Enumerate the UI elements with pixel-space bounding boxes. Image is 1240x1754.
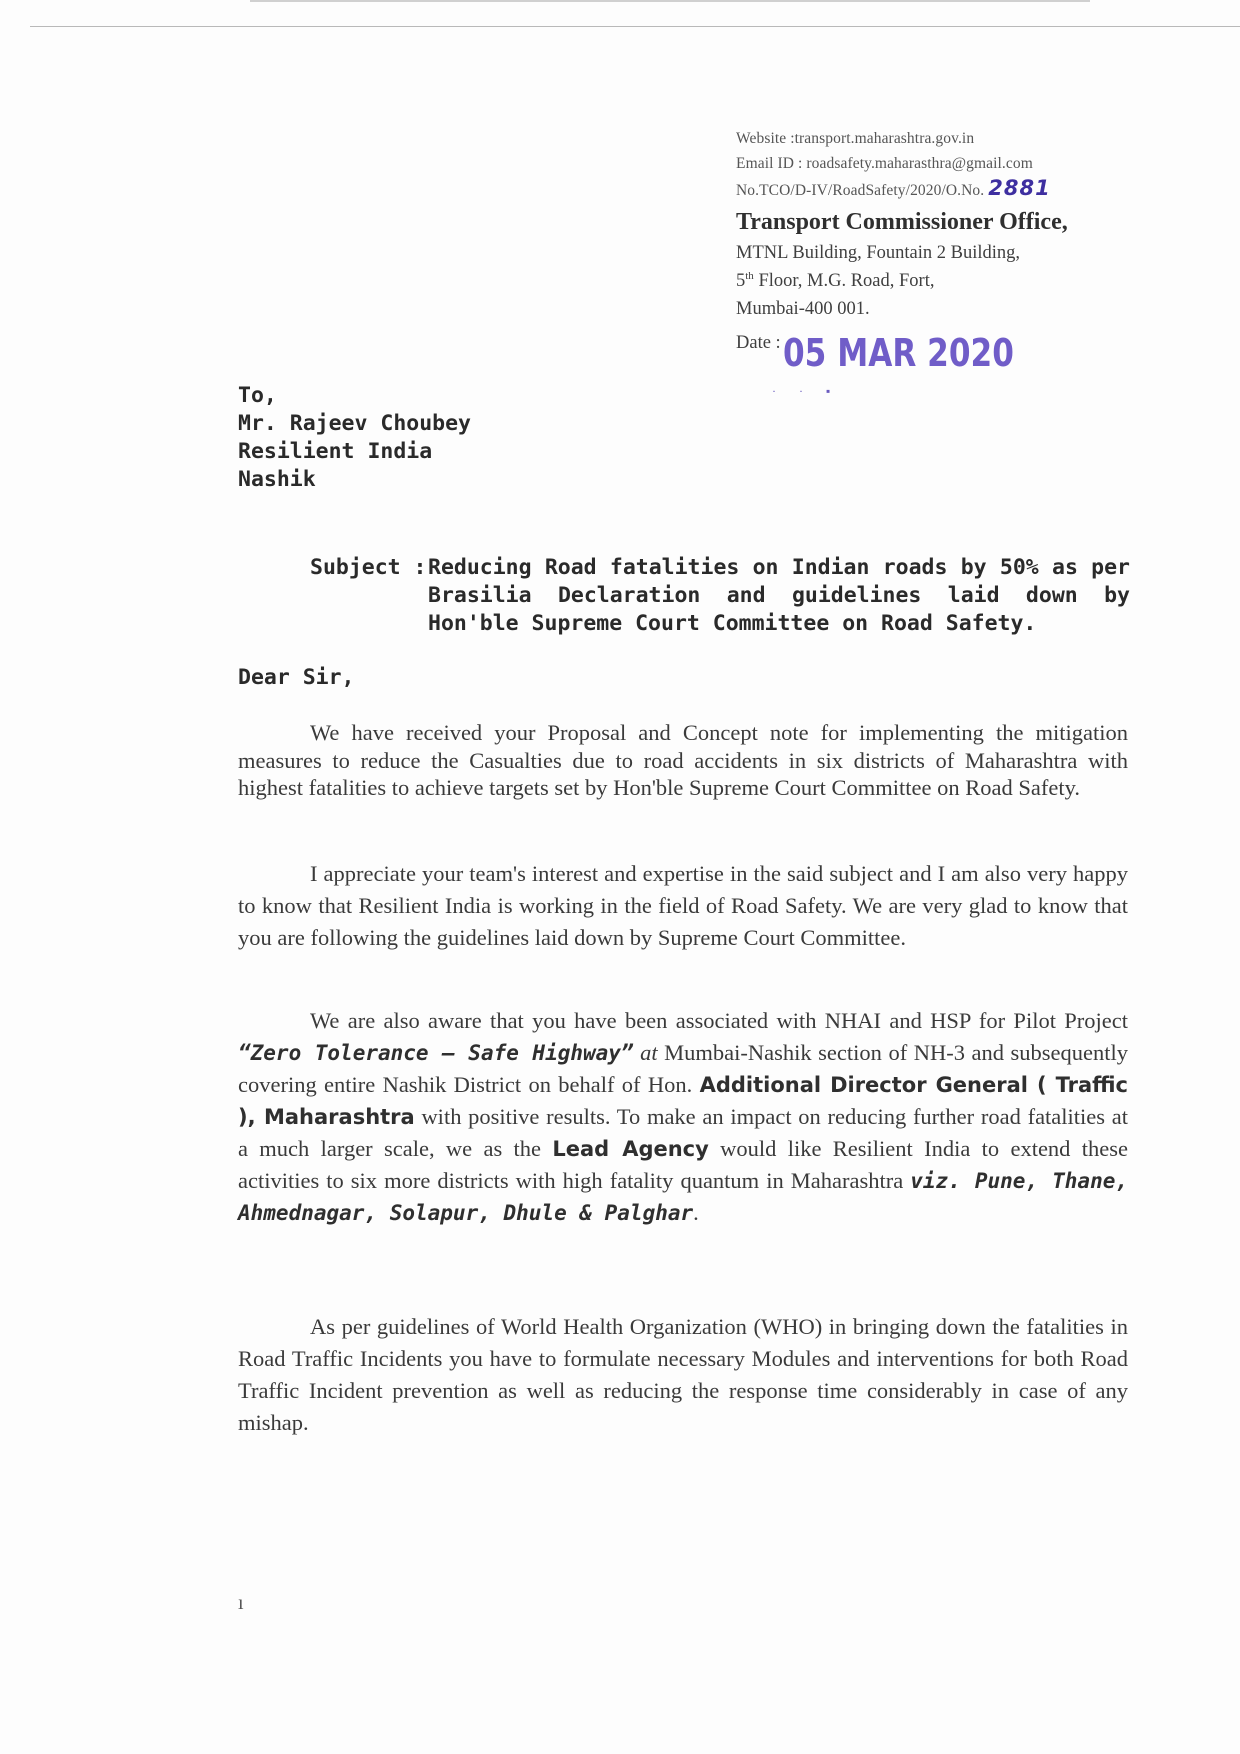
project-name: “Zero Tolerance – Safe Highway” <box>238 1041 634 1065</box>
to-label: To, <box>238 383 277 408</box>
recipient-name: Mr. Rajeev Choubey <box>238 411 471 436</box>
date-row <box>736 329 1216 377</box>
authority-name: Additional Director General ( Traffic ), Maharashtra <box>238 1073 1128 1129</box>
paragraph-3-part-3: Mumbai-Nashik section of NH-3 and subsequently covering entire Nashik District on behalf of Hon. <box>238 1040 1128 1097</box>
scan-edge-line <box>30 26 1240 27</box>
address-line-3: Mumbai-400 001. <box>736 299 870 319</box>
address-line-2-rest: Floor, M.G. Road, Fort, <box>753 271 935 291</box>
address-floor-suffix: th <box>745 269 754 282</box>
reference-prefix: No.TCO/D-IV/RoadSafety/2020/O.No. <box>736 182 985 199</box>
reference-number: 2881 <box>988 176 1051 200</box>
paragraph-3-part-2: at <box>633 1040 658 1065</box>
paragraph-3 <box>238 1005 1128 1229</box>
subject-text: Reducing Road fatalities on Indian roads by 50% as per Brasilia Declaration and guidelines laid down by Hon'ble Supreme Court Committee on Road Safety. <box>428 555 1130 636</box>
paragraph-3-end: . <box>693 1200 699 1225</box>
subject-block <box>310 554 1130 638</box>
paragraph-2: I appreciate your team's interest and expertise in the said subject and I am also very happy to know that Resilient India is working in the field of Road Safety. We are very glad to know that you are following the guidelines laid down by Supreme Court Committee. <box>238 861 1128 950</box>
recipient-organization: Resilient India <box>238 439 433 464</box>
address-floor-number: 5 <box>736 271 746 291</box>
letterhead <box>736 126 1216 377</box>
paragraph-3-part-5: would like Resilient India to extend these activities to six more districts with high fatality quantum in Maharashtra <box>238 1136 1128 1193</box>
paragraph-1: We have received your Proposal and Concept note for implementing the mitigation measures to reduce the Casualties due to road accidents in six districts of Maharashtra with highest fatalities to achieve targets set by Hon'ble Supreme Court Committee on Road Safety. <box>238 720 1128 800</box>
date-label: Date : <box>736 333 781 353</box>
scan-edge-top <box>250 0 1090 2</box>
recipient-city: Nashik <box>238 467 316 492</box>
salutation: Dear Sir, <box>238 665 355 690</box>
email-line: Email ID : roadsafety.maharasthra@gmail.com <box>736 155 1033 172</box>
recipient-block <box>238 382 471 494</box>
address-line-2 <box>736 267 1216 295</box>
page-continuation-mark: ı <box>238 1592 244 1614</box>
website-line: Website :transport.maharashtra.gov.in <box>736 130 975 147</box>
paragraph-4: As per guidelines of World Health Organization (WHO) in bringing down the fatalities in Road Traffic Incidents you have to formulate necessary Modules and interventions for both Road Traffic Incident prevention as well as reducing the response time considerably in case of any mishap. <box>238 1314 1128 1435</box>
stamp-ink-dots: · · ▪ <box>772 384 841 398</box>
subject-label: Subject : <box>310 555 427 580</box>
paragraph-3-part-4: with positive results. To make an impact on reducing further road fatalities at a much larger scale, we as the <box>238 1104 1128 1161</box>
address-line-1: MTNL Building, Fountain 2 Building, <box>736 243 1021 263</box>
paragraph-3-part-1: We are also aware that you have been associated with NHAI and HSP for Pilot Project <box>310 1008 1128 1033</box>
district-list: viz. Pune, Thane, Ahmednagar, Solapur, Dhule & Palghar <box>238 1169 1128 1225</box>
lead-agency: Lead Agency <box>552 1137 709 1161</box>
office-name: Transport Commissioner Office, <box>736 209 1068 235</box>
date-stamp: 05 MAR 2020 <box>782 331 1014 375</box>
reference-line <box>736 176 1216 203</box>
